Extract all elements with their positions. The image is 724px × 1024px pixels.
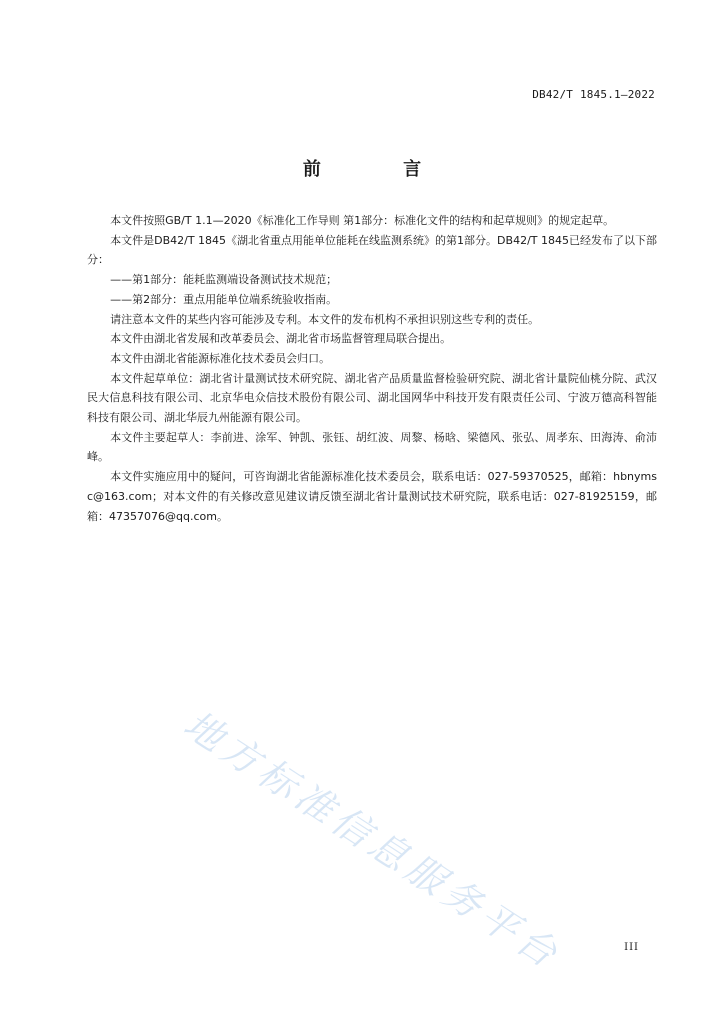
paragraph-drafting-basis: 本文件按照GB/T 1.1—2020《标准化工作导则 第1部分：标准化文件的结构和起草规则》的规定起草。: [110, 214, 615, 227]
page-title: 前 言: [302, 159, 460, 180]
paragraph-drafting-units: 本文件起草单位：湖北省计量测试技术研究院、湖北省产品质量监督检验研究院、湖北省计量院仙桃分院、武汉民大信息科技有限公司、北京华电众信技术股份有限公司、湖北国网华中科技开发有限责任公司、宁波万德高科智能科技有限公司、湖北华辰九州能源有限公司。: [87, 371, 657, 425]
paragraph-patent-notice: 请注意本文件的某些内容可能涉及专利。本文件的发布机构不承担识别这些专利的责任。: [110, 312, 540, 326]
paragraph-committee: 本文件由湖北省能源标准化技术委员会归口。: [110, 351, 331, 365]
page-number: III: [624, 942, 639, 953]
list-item-part-2: ——第2部分：重点用能单位端系统验收指南。: [110, 292, 338, 306]
paragraph-drafters: 本文件主要起草人：李前进、涂军、钟凯、张钰、胡红波、周黎、杨晗、梁德风、张弘、周孝东、田海涛、俞沛峰。: [87, 430, 657, 464]
list-item-part-1: ——第1部分：能耗监测端设备测试技术规范；: [110, 273, 338, 287]
paragraph-contact: 本文件实施应用中的疑问，可咨询湖北省能源标准化技术委员会，联系电话：027-59370525，邮箱：hbnymsc@163.com；对本文件的有关修改意见建议请反馈至湖北省计量测试技术研究院，联系电话：027-81925159，邮箱：47357076@qq.com。: [87, 470, 657, 523]
foreword-body: [87, 211, 657, 526]
paragraph-series-intro: 本文件是DB42/T 1845《湖北省重点用能单位能耗在线监测系统》的第1部分。DB42/T 1845已经发布了以下部分：: [87, 233, 657, 267]
paragraph-proposer: 本文件由湖北省发展和改革委员会、湖北省市场监督管理局联合提出。: [110, 332, 452, 346]
watermark: 地方标准信息服务平台: [176, 701, 570, 979]
document-code: DB42/T 1845.1—2022: [532, 88, 655, 101]
